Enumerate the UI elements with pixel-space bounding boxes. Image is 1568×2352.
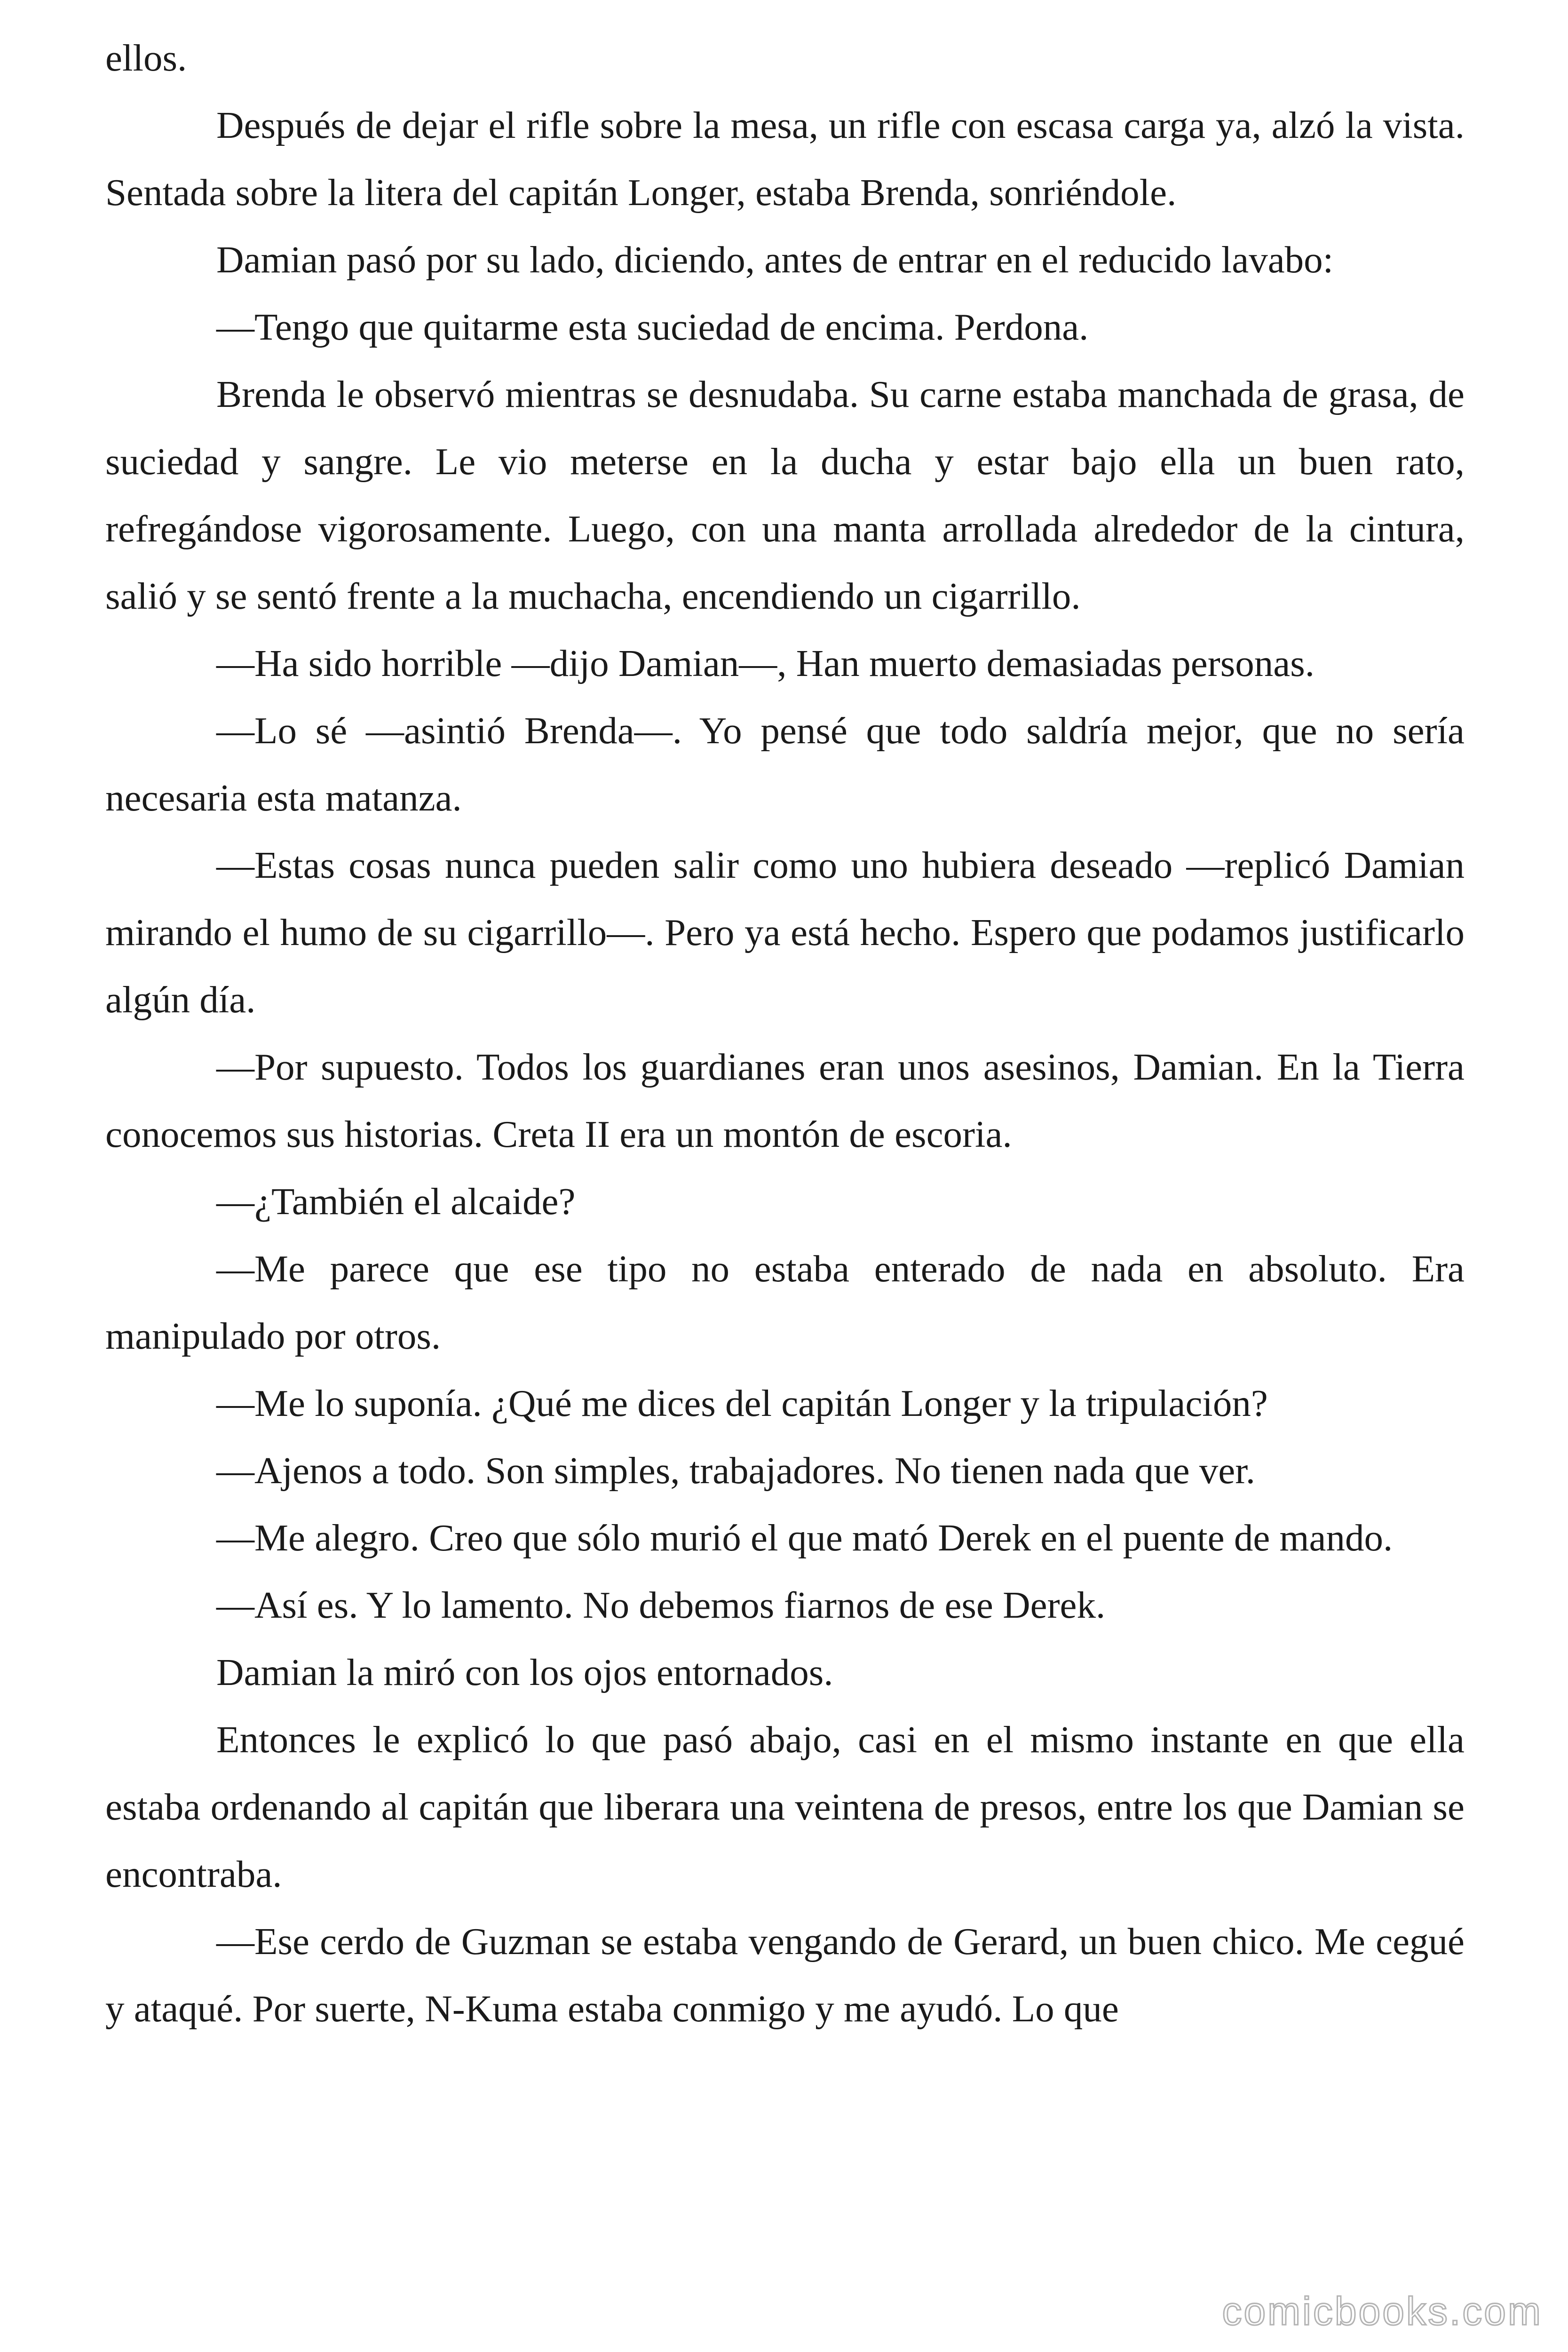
paragraph: Brenda le observó mientras se desnudaba. Su carne estaba manchada de grasa, de suciedad y sangre. Le vio meterse en la ducha y estar bajo ella un buen rato, refregándose vigorosamente. Luego, con una manta arrollada alrededor de la cintura, salió y se sentó frente a la muchacha, encendiendo un cigarrillo. [105,373,1465,617]
paragraph: ellos. [105,37,187,79]
paragraph: —Estas cosas nunca pueden salir como uno hubiera deseado —replicó Damian mirando el humo de su cigarrillo—. Pero ya está hecho. Espero que podamos justificarlo algún día. [105,844,1465,1021]
paragraph: —Me lo suponía. ¿Qué me dices del capitán Longer y la tripulación? [216,1382,1268,1424]
paragraph: —Lo sé —asintió Brenda—. Yo pensé que todo saldría mejor, que no sería necesaria esta matanza. [105,709,1465,819]
watermark: comicbooks.com [1222,2289,1543,2333]
paragraph: —Ajenos a todo. Son simples, trabajadores. No tienen nada que ver. [216,1449,1255,1492]
paragraph: —Así es. Y lo lamento. No debemos fiarnos de ese Derek. [216,1584,1106,1626]
paragraph: Damian pasó por su lado, diciendo, antes de entrar en el reducido lavabo: [216,238,1334,281]
paragraph: —Me parece que ese tipo no estaba enterado de nada en absoluto. Era manipulado por otros. [105,1248,1465,1357]
paragraph: —Ha sido horrible —dijo Damian—, Han muerto demasiadas personas. [216,642,1315,684]
paragraph: Después de dejar el rifle sobre la mesa, un rifle con escasa carga ya, alzó la vista. Sentada sobre la litera del capitán Longer, estaba Brenda, sonriéndole. [105,104,1465,214]
paragraph: —Me alegro. Creo que sólo murió el que mató Derek en el puente de mando. [216,1517,1393,1559]
paragraph: —Por supuesto. Todos los guardianes eran unos asesinos, Damian. En la Tierra conocemos sus historias. Creta II era un montón de escoria. [105,1046,1465,1155]
paragraph: —¿También el alcaide? [216,1180,576,1223]
paragraph: —Ese cerdo de Guzman se estaba vengando de Gerard, un buen chico. Me cegué y ataqué. Por suerte, N-Kuma estaba conmigo y me ayudó. Lo que [105,1920,1465,2030]
body-text [105,24,1465,2042]
paragraph: —Tengo que quitarme esta suciedad de encima. Perdona. [216,306,1089,348]
paragraph: Entonces le explicó lo que pasó abajo, casi en el mismo instante en que ella estaba ordenando al capitán que liberara una veintena de presos, entre los que Damian se encontraba. [105,1718,1465,1895]
paragraph: Damian la miró con los ojos entornados. [216,1651,833,1693]
